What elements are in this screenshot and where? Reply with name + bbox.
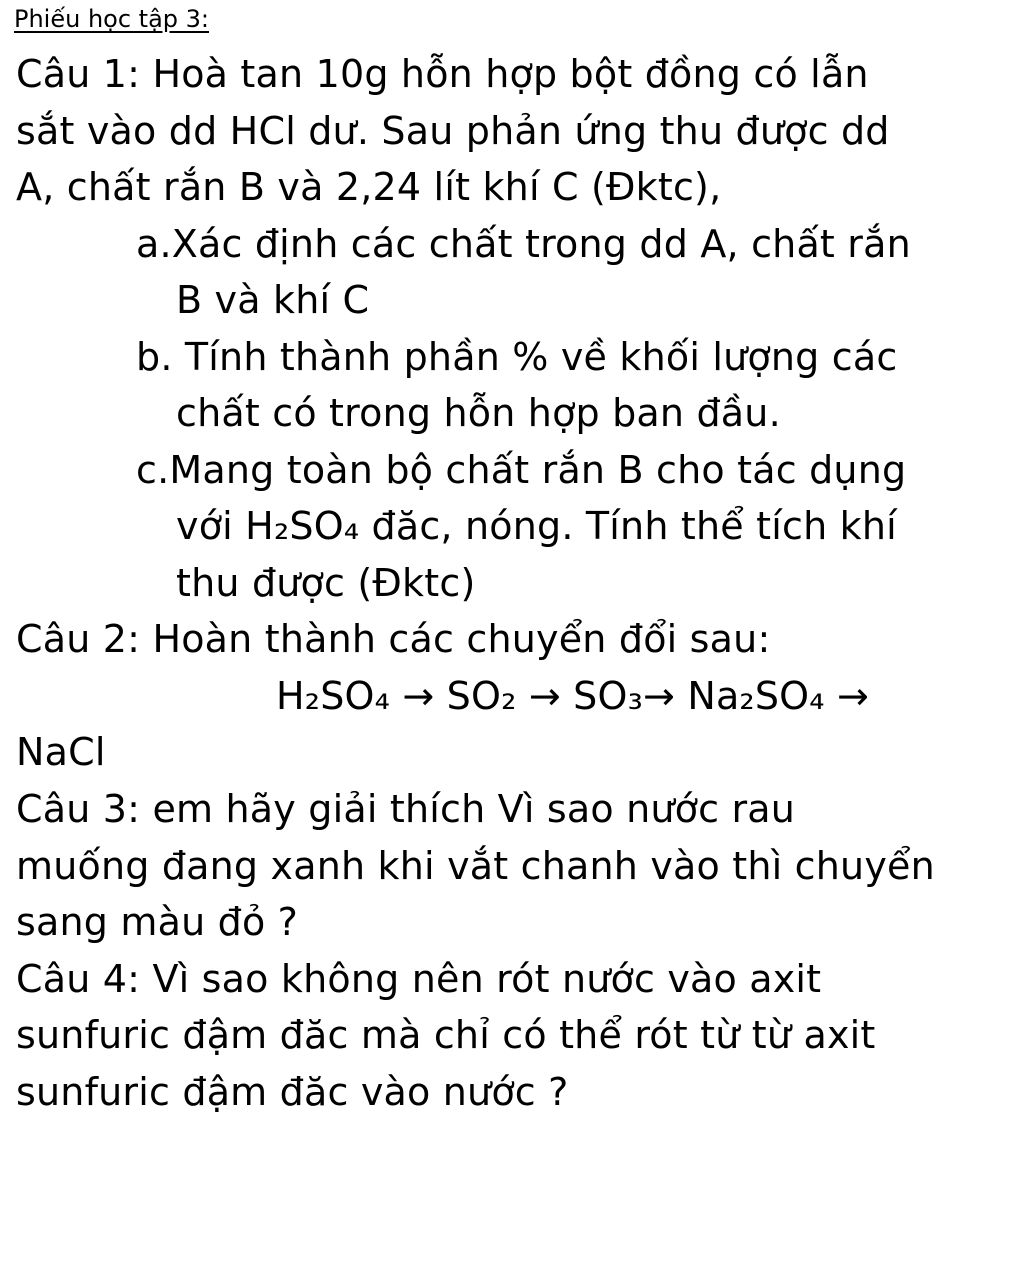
question-1a-line-1: a.Xác định các chất trong dd A, chất rắn bbox=[136, 222, 911, 266]
question-3-line-1: Câu 3: em hãy giải thích Vì sao nước rau bbox=[16, 787, 796, 831]
question-1c-line-3: thu được (Đktc) bbox=[176, 561, 476, 605]
question-4-line-1: Câu 4: Vì sao không nên rót nước vào axit bbox=[16, 957, 822, 1001]
question-3-line-3: sang màu đỏ ? bbox=[16, 900, 299, 944]
question-1c-line-2: với H₂SO₄ đăc, nóng. Tính thể tích khí bbox=[176, 504, 897, 548]
question-1a-line-2: B và khí C bbox=[176, 278, 370, 322]
question-2-line-1: Câu 2: Hoàn thành các chuyển đổi sau: bbox=[16, 617, 771, 661]
question-1b-line-1: b. Tính thành phần % về khối lượng các bbox=[136, 335, 898, 379]
question-4-line-2: sunfuric đậm đăc mà chỉ có thể rót từ từ axit bbox=[16, 1013, 876, 1057]
question-2-equation-end: NaCl bbox=[16, 730, 106, 774]
question-1c-line-1: c.Mang toàn bộ chất rắn B cho tác dụng bbox=[136, 448, 907, 492]
question-1b-line-2: chất có trong hỗn hợp ban đầu. bbox=[176, 391, 781, 435]
question-1-line-1: Câu 1: Hoà tan 10g hỗn hợp bột đồng có lẫn bbox=[16, 52, 869, 96]
question-2-equation: H₂SO₄ → SO₂ → SO₃→ Na₂SO₄ → bbox=[276, 674, 870, 718]
question-3-line-2: muống đang xanh khi vắt chanh vào thì chuyển bbox=[16, 844, 935, 888]
worksheet-title: Phiếu học tập 3: bbox=[14, 5, 210, 33]
question-1-line-2: sắt vào dd HCl dư. Sau phản ứng thu được dd bbox=[16, 109, 890, 153]
question-1-line-3: A, chất rắn B và 2,24 lít khí C (Đktc), bbox=[16, 165, 722, 209]
question-4-line-3: sunfuric đậm đăc vào nước ? bbox=[16, 1070, 569, 1114]
